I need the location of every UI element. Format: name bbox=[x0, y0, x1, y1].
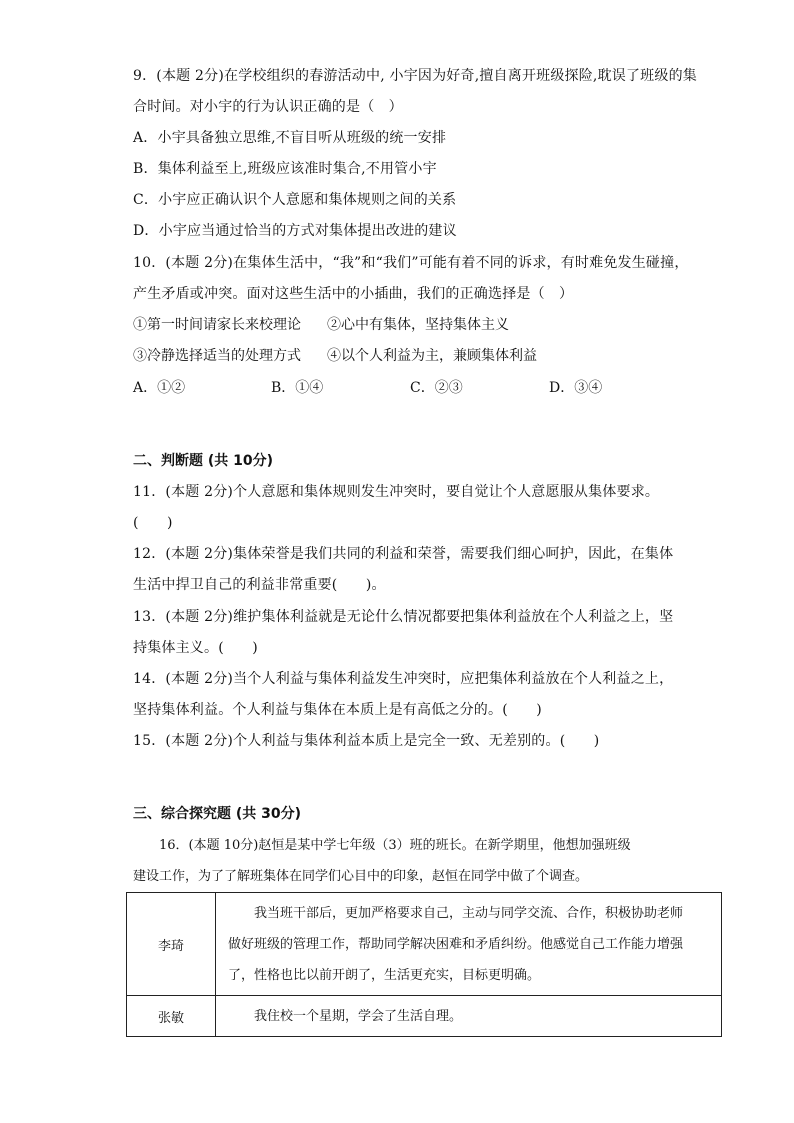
q10-item-2: ②心中有集体，坚持集体主义 bbox=[327, 317, 509, 333]
q9-option-c: C．小宇应正确认识个人意愿和集体规则之间的关系 bbox=[133, 192, 457, 208]
q10-stem-line-1: 10．(本题 2分)在集体生活中，“我”和“我们”可能有着不同的诉求，有时难免发生碰撞， bbox=[133, 255, 689, 271]
student-name-cell: 张敏 bbox=[127, 996, 216, 1037]
q10-stem-line-2: 产生矛盾或冲突。面对这些生活中的小插曲，我们的正确选择是（ ） bbox=[133, 286, 574, 302]
q10-item-4: ④以个人利益为主，兼顾集体利益 bbox=[327, 348, 537, 364]
q15-line-1: 15．(本题 2分)个人利益与集体利益本质上是完全一致、无差别的。( ) bbox=[133, 733, 600, 749]
response-line: 了，性格也比以前开朗了，生活更充实，目标更明确。 bbox=[228, 967, 541, 983]
q12-line-1: 12．(本题 2分)集体荣誉是我们共同的利益和荣誉，需要我们细心呵护，因此，在集体 bbox=[133, 546, 674, 562]
student-response-cell bbox=[216, 996, 722, 1037]
q10-item-3: ③冷静选择适当的处理方式 bbox=[133, 348, 301, 364]
table-row bbox=[127, 893, 722, 996]
section-3-heading: 三、综合探究题 (共 30分) bbox=[133, 806, 302, 822]
response-line: 我住校一个星期，学会了生活自理。 bbox=[254, 1008, 463, 1024]
q10-choice-d: D．③④ bbox=[549, 380, 603, 396]
q9-option-d: D．小宇应当通过恰当的方式对集体提出改进的建议 bbox=[133, 223, 457, 239]
q10-item-1: ①第一时间请家长来校理论 bbox=[133, 317, 301, 333]
q13-line-2: 持集体主义。( ) bbox=[133, 640, 258, 656]
q10-choice-b: B．①④ bbox=[271, 380, 324, 396]
q16-stem-line-2: 建设工作，为了了解班集体在同学们心目中的印象，赵恒在同学中做了个调查。 bbox=[133, 869, 589, 884]
q9-stem-line-2: 合时间。对小宇的行为认识正确的是（ ） bbox=[133, 99, 403, 115]
q10-choice-c: C．②③ bbox=[410, 380, 463, 396]
section-2-heading: 二、判断题 (共 10分) bbox=[133, 453, 274, 469]
q9-option-a: A．小宇具备独立思维,不盲目听从班级的统一安排 bbox=[133, 130, 447, 146]
q11-line-2: ( ) bbox=[133, 515, 173, 531]
table-row bbox=[127, 996, 722, 1037]
q9-stem-line-1: 9．(本题 2分)在学校组织的春游活动中, 小宇因为好奇,擅自离开班级探险,耽误了班级的集 bbox=[133, 68, 697, 84]
student-name-cell: 李琦 bbox=[127, 893, 216, 996]
q14-line-2: 坚持集体利益。个人利益与集体在本质上是有高低之分的。( ) bbox=[133, 702, 542, 718]
response-line: 我当班干部后，更加严格要求自己，主动与同学交流、合作，积极协助老师 bbox=[254, 905, 684, 921]
student-response-cell bbox=[216, 893, 722, 996]
q12-line-2: 生活中捍卫自己的利益非常重要( )。 bbox=[133, 577, 386, 593]
response-line: 做好班级的管理工作，帮助同学解决困难和矛盾纠纷。他感觉自己工作能力增强 bbox=[228, 936, 684, 952]
q11-line-1: 11．(本题 2分)个人意愿和集体规则发生冲突时，要自觉让个人意愿服从集体要求。 bbox=[133, 484, 660, 500]
q14-line-1: 14．(本题 2分)当个人利益与集体利益发生冲突时，应把集体利益放在个人利益之上， bbox=[133, 671, 674, 687]
survey-table bbox=[126, 892, 722, 1037]
q16-stem-line-1: 16．(本题 10分)赵恒是某中学七年级（3）班的班长。在新学期里，他想加强班级 bbox=[159, 838, 631, 853]
q10-choice-a: A．①② bbox=[133, 380, 186, 396]
q13-line-1: 13．(本题 2分)维护集体利益就是无论什么情况都要把集体利益放在个人利益之上，坚 bbox=[133, 609, 674, 625]
q9-option-b: B．集体利益至上,班级应该准时集合,不用管小宇 bbox=[133, 161, 437, 177]
